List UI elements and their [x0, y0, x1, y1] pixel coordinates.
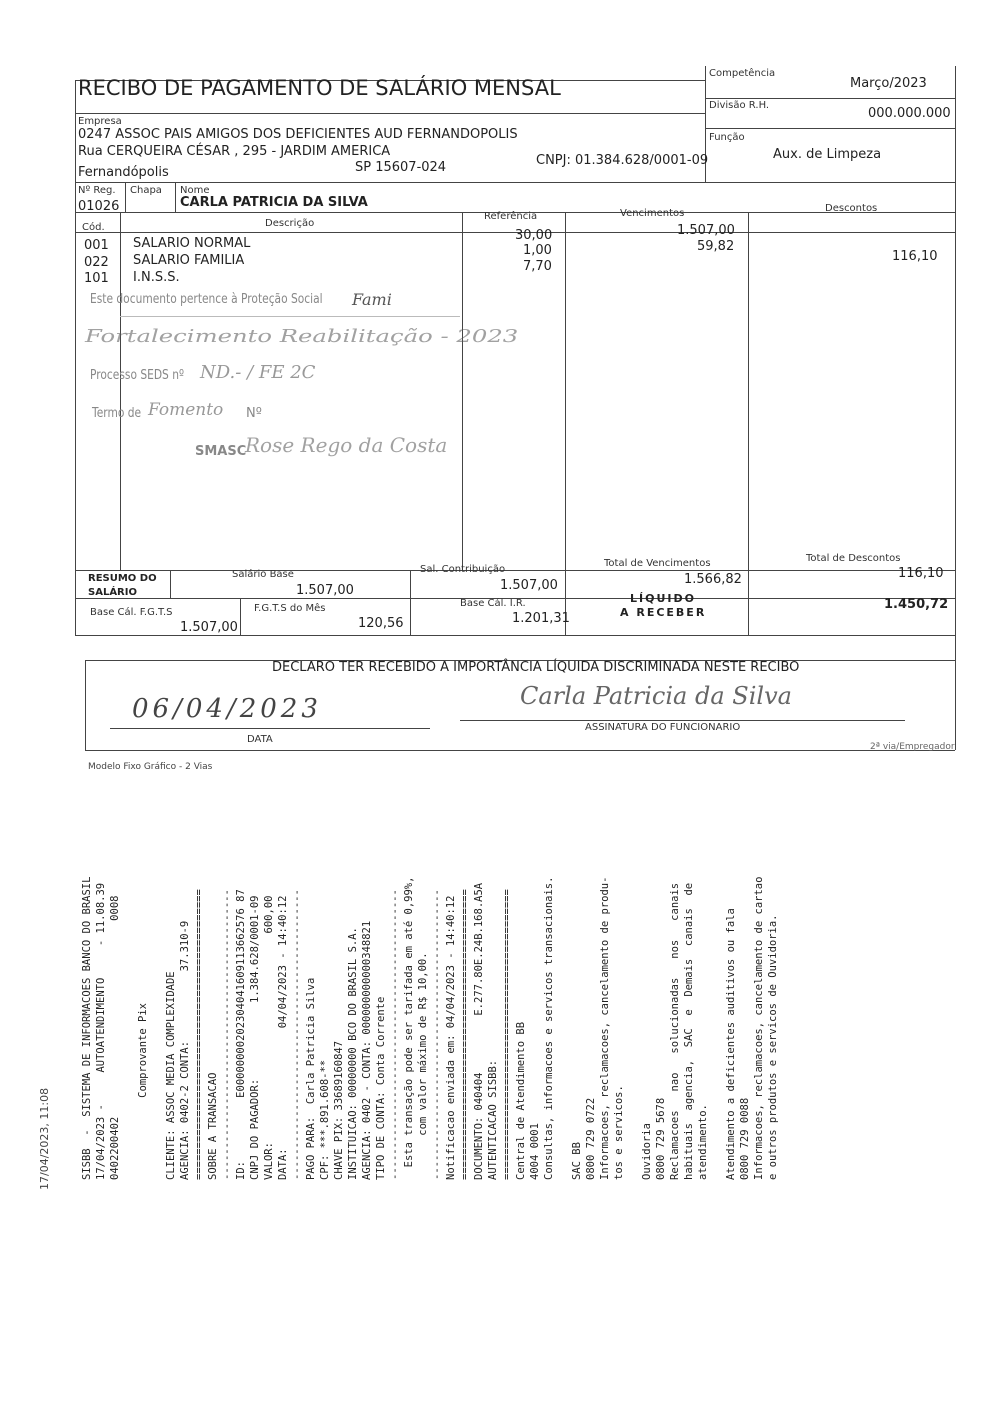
cidade-value: Fernandópolis: [78, 165, 169, 180]
pix-receipt-text: [80, 800, 780, 1180]
receipt-line: Consultas, informacoes e servicos transacionais.: [543, 876, 555, 1180]
stamp-handwriting: Fami: [352, 290, 392, 309]
receipt-line: TIPO DE CONTA: Conta Corrente: [375, 996, 387, 1180]
fgts-mes-value: 120,56: [358, 616, 404, 631]
stamp-smasc: SMASC: [195, 444, 247, 459]
receipt-line: Informacoes, reclamacoes, cancelamento de produ-: [599, 876, 611, 1180]
stamp-handwriting: Rose Rego da Costa: [245, 433, 448, 457]
receipt-line: AGENCIA: 0402 - CONTA: 000000000000348821: [361, 920, 373, 1180]
stamp-handwriting: Fortalecimento Reabilitação - 2023: [85, 326, 519, 347]
footer-via: 2ª via/Empregador: [870, 742, 955, 752]
receipt-line: CPF: ***.891.608-**: [319, 1059, 331, 1180]
footer-model: Modelo Fixo Gráfico - 2 Vias: [88, 762, 213, 772]
cnpj-value: CNPJ: 01.384.628/0001-09: [536, 153, 709, 168]
frame-line: [125, 182, 126, 212]
item-ref: 30,00: [515, 228, 553, 243]
frame-line: [240, 598, 241, 635]
receipt-line: Ouvidoria: [641, 1123, 653, 1180]
receipt-line: DATA: 04/04/2023 - 14:40:12: [277, 895, 289, 1180]
funcao-value: Aux. de Limpeza: [773, 147, 882, 162]
receipt-line: AGENCIA: 0402-2 CONTA: 37.310-9: [179, 920, 191, 1180]
frame-line: [85, 660, 86, 750]
receipt-line: ==============================================: [501, 889, 513, 1180]
data-line: [110, 728, 430, 729]
referencia-header: Referência: [484, 211, 538, 222]
receipt-line: PAGO PARA: Carla Patricia Silva: [305, 977, 317, 1180]
nreg-value: 01026: [78, 199, 120, 214]
item-cod: 022: [84, 255, 109, 270]
base-fgts-value: 1.507,00: [180, 620, 238, 635]
total-venc-label: Total de Vencimentos: [604, 558, 711, 569]
receipt-line: ----------------------------------------------: [389, 889, 401, 1180]
scan-timestamp: 17/04/2023, 11:08: [38, 1087, 51, 1190]
frame-line: [75, 635, 955, 636]
liquido-label: LÍQUIDO: [630, 592, 696, 605]
receipt-line: Central de Atendimento BB: [515, 1021, 527, 1180]
item-cod: 101: [84, 271, 109, 286]
receipt-line: Reclamacoes nao solucionadas nos canais: [669, 882, 681, 1180]
sal-contrib-value: 1.507,00: [500, 578, 558, 593]
stamp-line-1: Este documento pertence à Proteção Social: [90, 292, 323, 307]
fgts-mes-label: F.G.T.S do Mês: [254, 603, 326, 614]
endereco-value: Rua CERQUEIRA CÉSAR , 295 - JARDIM AMERICA: [78, 144, 391, 159]
stamp-line-4b: Nº: [246, 406, 262, 421]
receipt-line: ==============================================: [459, 889, 471, 1180]
item-cod: 001: [84, 238, 109, 253]
frame-line: [85, 750, 955, 751]
item-venc: 1.507,00: [677, 223, 735, 238]
salario-base-label: Salário Base: [232, 569, 294, 580]
nreg-label: Nº Reg.: [78, 185, 116, 196]
descontos-header: Descontos: [825, 203, 878, 214]
signature-line: [460, 720, 905, 721]
frame-line: [565, 212, 566, 635]
chapa-label: Chapa: [130, 185, 162, 196]
base-ir-value: 1.201,31: [512, 611, 570, 626]
receipt-line: ID: E00000000202304041609113662576 87: [235, 889, 247, 1180]
item-desc: SALARIO FAMILIA: [133, 253, 245, 268]
total-desc-value: 116,10: [898, 566, 944, 581]
receipt-line: [150, 800, 164, 1180]
receipt-line: [710, 800, 724, 1180]
total-venc-value: 1.566,82: [684, 572, 742, 587]
receipt-line: DOCUMENTO: 040404 E.277.80E.24B.168.A5A: [473, 882, 485, 1180]
receipt-line: tos e servicos.: [613, 1085, 625, 1180]
frame-line: [705, 128, 955, 129]
stamp-underline: [120, 316, 460, 317]
receipt-line: AUTENTICACAO SISBB:: [487, 1059, 499, 1180]
uf-cep-value: SP 15607-024: [355, 160, 447, 175]
item-desconto: 116,10: [892, 249, 938, 264]
receipt-line: 0800 729 5678: [655, 1097, 667, 1180]
receipt-line: ----------------------------------------------: [291, 889, 303, 1180]
item-desc: SALARIO NORMAL: [133, 236, 251, 251]
frame-line: [175, 182, 176, 212]
payslip-title: RECIBO DE PAGAMENTO DE SALÁRIO MENSAL: [78, 76, 561, 100]
signature: Carla Patricia da Silva: [520, 682, 792, 710]
receipt-line: 0800 729 0088: [739, 1097, 751, 1180]
cod-header: Cód.: [82, 222, 105, 233]
receipt-line: Esta transação pode ser tarifada em até 0,99%,: [403, 876, 415, 1180]
receipt-line: CHAVE PIX: 33689160847: [333, 1040, 345, 1180]
item-desc: I.N.S.S.: [133, 270, 180, 285]
total-desc-label: Total de Descontos: [806, 553, 901, 564]
empresa-label: Empresa: [78, 116, 122, 127]
receipt-line: Notificacao enviada em: 04/04/2023 - 14:40:12: [445, 895, 457, 1180]
receipt-line: Informacoes, reclamacoes, cancelamento de cartao: [753, 876, 765, 1180]
receipt-line: ==============================================: [193, 889, 205, 1180]
pix-receipt: [80, 800, 860, 1180]
stamp-line-4: Termo de: [92, 406, 142, 421]
empresa-value: 0247 ASSOC PAIS AMIGOS DOS DEFICIENTES AUD FERNANDOPOLIS: [78, 127, 518, 142]
liquido-value: 1.450,72: [884, 597, 949, 612]
competencia-value: Março/2023: [850, 76, 927, 91]
receipt-line: 17/04/2023 - AUTOATENDIMENTO - 11.08.39: [95, 882, 107, 1180]
receipt-line: CLIENTE: ASSOC MEDIA COMPLEXIDADE: [165, 971, 177, 1180]
salario-base-value: 1.507,00: [296, 583, 354, 598]
frame-line: [955, 66, 956, 750]
receipt-line: Atendimento a deficientes auditivos ou fala: [725, 908, 737, 1180]
receipt-line: ----------------------------------------------: [431, 889, 443, 1180]
receipt-line: CNPJ DO PAGADOR: 1.384.628/0001-09: [249, 895, 261, 1180]
receipt-line: habituais agencia, SAC e Demais canais de: [683, 882, 695, 1180]
receipt-line: e outros produtos e servicos de Ouvidoria.: [767, 914, 779, 1180]
liquido-label: A RECEBER: [620, 606, 707, 619]
competencia-label: Competência: [709, 68, 776, 79]
data-handwritten: 06/04/2023: [132, 694, 322, 724]
item-ref: 7,70: [523, 259, 552, 274]
nome-label: Nome: [180, 185, 210, 196]
frame-line: [75, 113, 705, 114]
declaro-text: DECLARO TER RECEBIDO A IMPORTÂNCIA LÍQUIDA DISCRIMINADA NESTE RECIBO: [272, 660, 800, 675]
receipt-line: atendimento.: [697, 1104, 709, 1180]
stamp-handwriting: Fomento: [148, 400, 224, 420]
receipt-line: [556, 800, 570, 1180]
receipt-line: [122, 800, 136, 1180]
receipt-line: ----------------------------------------------: [221, 889, 233, 1180]
receipt-line: SOBRE A TRANSACAO: [207, 1072, 219, 1180]
receipt-line: SAC BB: [571, 1142, 583, 1180]
base-ir-label: Base Cál. I.R.: [460, 598, 526, 609]
frame-line: [120, 212, 121, 570]
frame-line: [170, 570, 171, 598]
frame-line: [75, 182, 955, 183]
receipt-line: Comprovante Pix: [137, 1002, 149, 1180]
receipt-line: 0402200402 0008: [109, 895, 121, 1180]
receipt-line: 0800 729 0722: [585, 1097, 597, 1180]
resumo-label: RESUMO DO SALÁRIO: [88, 573, 157, 598]
frame-line: [462, 212, 463, 570]
receipt-line: INSTITUICAO: 00000000 BCO DO BRASIL S.A.: [347, 927, 359, 1180]
frame-line: [410, 570, 411, 635]
receipt-line: com valor máximo de R$ 10,00.: [417, 952, 429, 1180]
item-venc: 59,82: [697, 239, 735, 254]
frame-line: [705, 98, 955, 99]
receipt-line: [626, 800, 640, 1180]
frame-line: [748, 212, 749, 635]
receipt-line: SISBB - SISTEMA DE INFORMACOES BANCO DO BRASIL: [81, 876, 93, 1180]
funcao-label: Função: [709, 132, 745, 143]
divisao-value: 000.000.000: [868, 106, 951, 121]
stamp-line-3: Processo SEDS nº: [90, 368, 185, 383]
receipt-line: 4004 0001: [529, 1123, 541, 1180]
sal-contrib-label: Sal. Contribuição: [420, 564, 506, 575]
assinatura-label: ASSINATURA DO FUNCIONARIO: [585, 722, 741, 733]
receipt-line: VALOR: 600,00: [263, 895, 275, 1180]
descricao-header: Descrição: [265, 218, 315, 229]
data-label: DATA: [247, 734, 273, 745]
divisao-label: Divisão R.H.: [709, 100, 770, 111]
frame-line: [75, 570, 955, 571]
stamp-handwriting: ND.- / FE 2C: [200, 362, 316, 383]
base-fgts-label: Base Cál. F.G.T.S: [90, 607, 173, 618]
item-ref: 1,00: [523, 243, 552, 258]
frame-line: [75, 80, 76, 636]
vencimentos-header: Vencimentos: [620, 208, 685, 219]
nome-value: CARLA PATRICIA DA SILVA: [180, 195, 368, 210]
